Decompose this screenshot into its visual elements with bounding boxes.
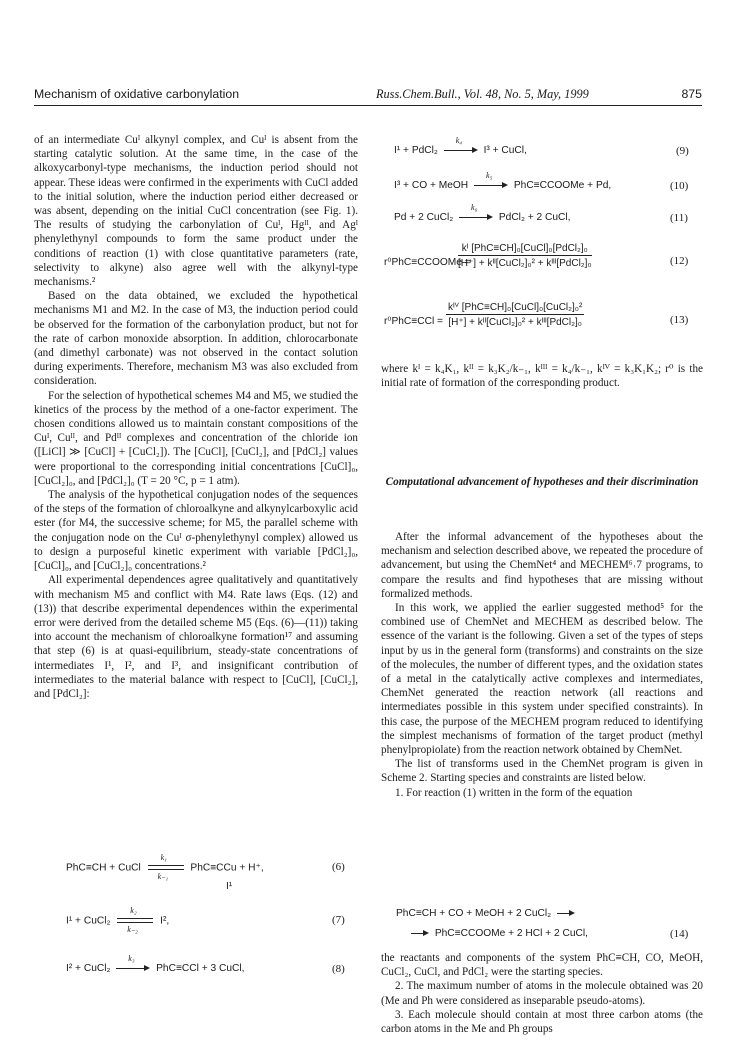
eq9-lhs: I¹ + PdCl₂ bbox=[394, 145, 438, 156]
eq6-intermediate-label: I¹ bbox=[226, 881, 233, 892]
equation-6 bbox=[66, 853, 264, 881]
rate-constant: k₃ bbox=[128, 954, 135, 964]
equation-number: (9) bbox=[676, 145, 689, 157]
reaction-arrow bbox=[557, 908, 575, 918]
eq9-rhs: I³ + CuCl, bbox=[483, 145, 527, 156]
where-text: where kᴵ = k₄K₁, kᴵᴵ = k₃K₂/k₋₁, kᴵᴵᴵ = k₄/k₋₁, kᴵⱽ = k₃K₁K₂; r⁰ is the initial rate of formation of the corresponding product. bbox=[381, 363, 703, 390]
reaction-arrow bbox=[444, 136, 478, 155]
paragraph: All experimental dependences agree qualitatively and quantitatively with mechanism M5 and conflict with M4. Rate laws (Eqs. (12) and (13)) that describe experimental dependences within the experimental error were derived from the detailed scheme M5 (Eqs. (6)—(11)) taking into account the mechanism of chloroalkyne formation¹⁷ and assuming that step (6) is at quasi-equilibrium, steady-state concentrations of intermediates I¹, I², and I³, and insignificant contribution of intermediates to the material balance with respect to [CuCl], [CuCl₂], and [PdCl₂]: bbox=[34, 574, 358, 700]
eq14-lhs: PhC≡CH + CO + MeOH + 2 CuCl₂ bbox=[396, 908, 552, 919]
equation-14-line1 bbox=[396, 908, 578, 919]
eq7-rhs: I², bbox=[160, 915, 170, 927]
eq10-lhs: I³ + CO + MeOH bbox=[394, 180, 469, 191]
running-header bbox=[34, 87, 702, 106]
equilibrium-arrow bbox=[117, 906, 153, 934]
equilibrium-arrow bbox=[148, 853, 184, 881]
equation-number: (11) bbox=[670, 212, 688, 224]
eq11-rhs: PdCl₂ + 2 CuCl, bbox=[498, 212, 571, 223]
equation-7 bbox=[66, 906, 170, 934]
eq8-lhs: I² + CuCl₂ bbox=[66, 963, 111, 974]
rate-law-13-lhs: r⁰PhC≡CCl = bbox=[384, 316, 443, 327]
equation-8 bbox=[66, 954, 245, 974]
equation-10 bbox=[394, 171, 612, 191]
reaction-arrow bbox=[116, 954, 150, 973]
equation-14-line2 bbox=[408, 928, 588, 939]
eq7-lhs: I¹ + CuCl₂ bbox=[66, 915, 111, 927]
eq14-rhs: PhC≡CCOOMe + 2 HCl + 2 CuCl, bbox=[434, 928, 588, 939]
equation-number: (7) bbox=[332, 914, 345, 926]
paragraph: 2. The maximum number of atoms in the molecule obtained was 20 (Me and Ph were considered as inseparable pseudo-atoms). bbox=[381, 980, 703, 1007]
left-column bbox=[34, 133, 358, 701]
numerator: kᴵ [PhC≡CH]₀[CuCl]₀[PdCl₂]₀ bbox=[458, 243, 592, 256]
eq10-rhs: PhC≡CCOOMe + Pd, bbox=[513, 180, 612, 191]
rate-constant: k₆ bbox=[471, 203, 478, 213]
rate-constant: k₋₁ bbox=[157, 872, 169, 881]
eq6-lhs: PhC≡CH + CuCl bbox=[66, 862, 141, 874]
paragraph: of an intermediate Cuᴵ alkynyl complex, and Cuᴵ is absent from the starting catalytic solution. At the same time, in the case of the alkoxycarbonyl-type mechanisms, the induction period should not appear. These ideas were confirmed in the experiments with CuCl added to the initial solution, where the induction period either decreased or was absent, depending on the initial CuCl concentration (see Fig. 1). The results of studying the carbonylation of Cuᴵ, Hgᴵᴵ, and Agᴵ phenylethynyl compounds to form the same product under the conditions of reaction (1) with close quantitative parameters (rate, selectivity to alkyne) also agree well with the alkynyl-type mechanisms.² bbox=[34, 134, 358, 289]
page-number: 875 bbox=[681, 87, 702, 101]
rate-constant: k₁ bbox=[160, 853, 167, 862]
paragraph: In this work, we applied the earlier suggested method⁵ for the combined use of ChemNet and MECHEM as described below. The essence of the variant is the following. Given a set of the types of steps input by us in the general form (transforms) and constraints on the size of the molecules, the number of different types, and the oxidation states of a metal in the catalytically active complexes and intermediates, ChemNet generated the reaction network (all reactions and intermediates possible in this system under specified constraints). In this case, the purpose of the MECHEM program reduced to identifying the simplest mechanisms of formation of the target product (methyl phenylpropiolate) from the reaction network obtained by ChemNet. bbox=[381, 602, 703, 757]
equation-number: (14) bbox=[670, 928, 689, 940]
paragraph: After the informal advancement of the hypotheses about the mechanism and selection described above, we repeated the procedure of advancement, but using the ChemNet⁴ and MECHEM⁶˒7 programs, to compare the results and find hypotheses that are missing without formalized methods. bbox=[381, 531, 703, 600]
eq11-lhs: Pd + 2 CuCl₂ bbox=[394, 212, 454, 223]
eq6-rhs: PhC≡CCu + H⁺, bbox=[190, 862, 264, 874]
equation-number: (13) bbox=[670, 314, 689, 326]
reaction-arrow bbox=[411, 928, 429, 938]
equation-number: (6) bbox=[332, 861, 345, 873]
denominator: [H⁺] + kᴵᴵ[CuCl₂]₀² + kᴵᴵᴵ[PdCl₂]₀ bbox=[458, 258, 592, 269]
reaction-arrow bbox=[459, 203, 493, 222]
rate-law-13-fraction bbox=[446, 302, 584, 328]
rate-constant: k₅ bbox=[486, 171, 493, 181]
rate-law-12-lhs: r⁰PhC≡CCOOMe = bbox=[384, 257, 471, 268]
equation-9 bbox=[394, 136, 527, 156]
header-journal: Russ.Chem.Bull., Vol. 48, No. 5, May, 1999 bbox=[376, 87, 589, 101]
rate-constant: k₂ bbox=[130, 906, 137, 915]
equation-number: (8) bbox=[332, 963, 345, 975]
paragraph: Based on the data obtained, we excluded the hypothetical mechanisms M1 and M2. In the case of M3, the induction period could be observed for the formation of the carbonylation product, but not for the rate of carbon monoxide absorption. In addition, chlorocarbonate (and dimethyl carbonate) was not observed in the contact solution during experiments. Therefore, mechanism M3 was also excluded from consideration. bbox=[34, 290, 358, 388]
right-column-continued bbox=[381, 951, 703, 1036]
eq8-rhs: PhC≡CCl + 3 CuCl, bbox=[156, 963, 245, 974]
paragraph: 3. Each molecule should contain at most three carbon atoms (the carbon atoms in the Me and Ph groups bbox=[381, 1008, 703, 1036]
numerator: kᴵⱽ [PhC≡CH]₀[CuCl]₀[CuCl₂]₀² bbox=[448, 302, 583, 313]
equation-number: (10) bbox=[670, 180, 689, 192]
rate-law-12-fraction bbox=[458, 243, 592, 269]
section-heading: Computational advancement of hypotheses and their discrimination bbox=[385, 476, 699, 488]
header-title: Mechanism of oxidative carbonylation bbox=[34, 87, 240, 101]
paragraph: For the selection of hypothetical schemes M4 and M5, we studied the kinetics of the process by the method of a one-factor experiment. The chosen conditions allowed us to maintain constant compositions of the Cuᴵ, Cuᴵᴵ, and Pdᴵᴵ complexes and concentration of the chloride ion ([LiCl] ≫ [CuCl] + [CuCl₂]). The [CuCl], [CuCl₂], and [PdCl₂] values were proportional to the corresponding initial concentrations [CuCl]₀, [CuCl₂]₀, and [PdCl₂]₀ (T = 20 °C, p = 1 atm). bbox=[34, 389, 359, 487]
equation-number: (12) bbox=[670, 255, 689, 267]
paragraph: The analysis of the hypothetical conjugation nodes of the sequences of the steps of the formation of chloroalkyne and alkynylcarboxylic acid ester (for M4, the successive scheme; for M5, the parallel scheme with the conjugation node on the Cuᴵ σ-phenylethynyl complex) allowed us to design a purposeful kinetic experiment with variable [PdCl₂]₀, [CuCl]₀, and [CuCl₂]₀ concentrations.² bbox=[34, 489, 358, 573]
rate-constant: k₋₂ bbox=[127, 925, 138, 934]
rate-constant: k₄ bbox=[455, 136, 463, 146]
reaction-arrow bbox=[474, 171, 508, 190]
right-column bbox=[381, 530, 703, 800]
denominator: [H⁺] + kᴵᴵ[CuCl₂]₀² + kᴵᴵᴵ[PdCl₂]₀ bbox=[448, 317, 582, 328]
paragraph: The list of transforms used in the ChemNet program is given in Scheme 2. Starting species and constraints are listed below. bbox=[381, 758, 703, 785]
paragraph: 1. For reaction (1) written in the form of the equation bbox=[395, 786, 633, 799]
paragraph: the reactants and components of the system PhC≡CH, CO, MeOH, CuCl₂, CuCl, and PdCl₂ were the starting species. bbox=[381, 952, 703, 979]
equation-11 bbox=[394, 203, 571, 223]
